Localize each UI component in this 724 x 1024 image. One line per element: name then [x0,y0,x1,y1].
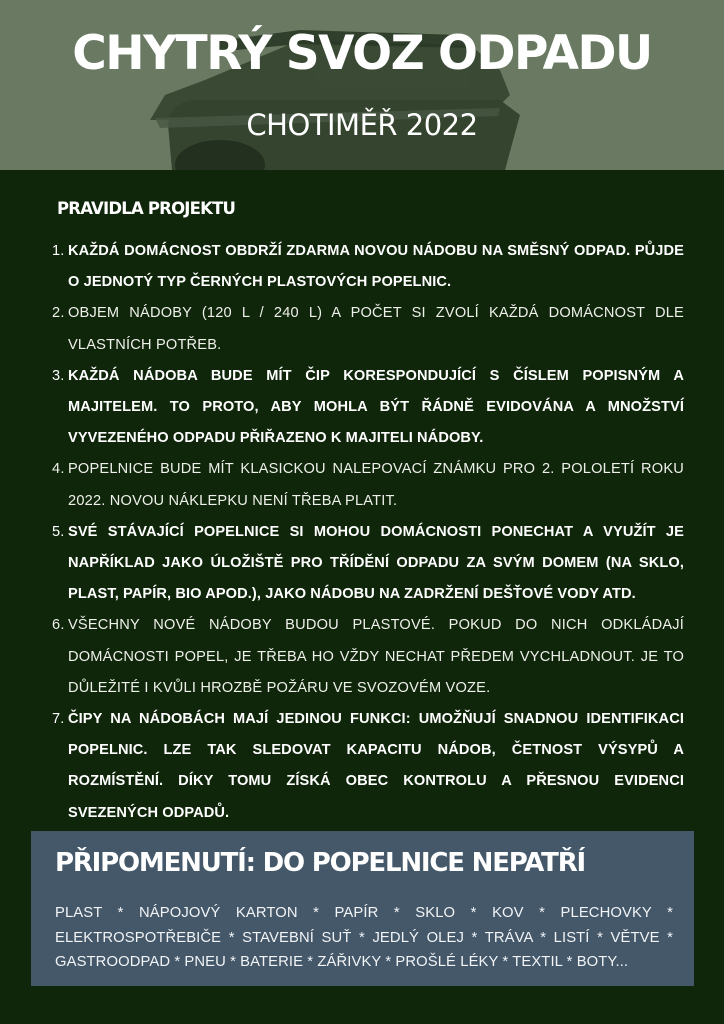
rule-item [52,704,684,829]
rule-item [52,610,684,704]
rule-item [52,298,684,360]
rule-item [52,454,684,516]
rule-text: VŠECHNY NOVÉ NÁDOBY BUDOU PLASTOVÉ. POKUD DO NICH ODKLÁDAJÍ DOMÁCNOSTI POPEL, JE TŘEBA HO VŽDY NECHAT PŘEDEM VYCHLADNOUT. JE TO DŮLEŽITÉ I KVŮLI HROZBĚ POŽÁRU VE SVOZOVÉM VOZE. [68,617,684,696]
page-subtitle: CHOTIMĚŘ 2022 [246,108,478,142]
rule-item [52,361,684,455]
header-banner [0,0,724,170]
page-title: CHYTRÝ SVOZ ODPADU [72,26,652,81]
rule-text: KAŽDÁ DOMÁCNOST OBDRŽÍ ZDARMA NOVOU NÁDOBU NA SMĚSNÝ ODPAD. PŮJDE O JEDNOTÝ TYP ČERNÝCH PLASTOVÝCH POPELNIC. [68,243,684,291]
rules-heading: PRAVIDLA PROJEKTU [57,199,236,218]
rule-number: 7. [52,711,65,728]
rule-text: POPELNICE BUDE MÍT KLASICKOU NALEPOVACÍ ZNÁMKU PRO 2. POLOLETÍ ROKU 2022. NOVOU NÁKLEPKU NENÍ TŘEBA PLATIT. [68,461,684,509]
rule-item [52,517,684,611]
rule-text: SVÉ STÁVAJÍCÍ POPELNICE SI MOHOU DOMÁCNOSTI PONECHAT A VYUŽÍT JE NAPŘÍKLAD JAKO ÚLOŽIŠTĚ PRO TŘÍDĚNÍ ODPADU ZA SVÝM DOMEM (NA SKLO, PLAST, PAPÍR, BIO APOD.), JAKO NÁDOBU NA ZADRŽENÍ DEŠŤOVÉ VODY ATD. [68,523,684,603]
rule-number: 3. [52,367,65,384]
rule-number: 6. [52,617,65,634]
rule-number: 5. [52,523,65,540]
rule-item [52,236,684,298]
rule-text: ČIPY NA NÁDOBÁCH MAJÍ JEDINOU FUNKCI: UMOŽŇUJÍ SNADNOU IDENTIFIKACI POPELNIC. LZE TAK SLEDOVAT KAPACITU NÁDOB, ČETNOST VÝSYPŮ A ROZMÍSTĚNÍ. DÍKY TOMU ZÍSKÁ OBEC KONTROLU A PŘESNOU EVIDENCI SVEZENÝCH ODPADŮ. [68,711,684,821]
rules-list [52,236,684,829]
reminder-list-text: PLAST * NÁPOJOVÝ KARTON * PAPÍR * SKLO * KOV * PLECHOVKY * ELEKTROSPOTŘEBIČE * STAVEBNÍ SUŤ * JEDLÝ OLEJ * TRÁVA * LISTÍ * VĚTVE * GASTROODPAD * PNEU * BATERIE * ZÁŘIVKY * PROŠLÉ LÉKY * TEXTIL * BOTY... [55,905,673,971]
rule-number: 2. [52,305,65,322]
rule-number: 1. [52,243,65,259]
reminder-heading: PŘIPOMENUTÍ: DO POPELNICE NEPATŘÍ [55,848,586,878]
reminder-box [31,831,694,986]
rule-number: 4. [52,461,65,478]
rule-text: OBJEM NÁDOBY (120 L / 240 L) A POČET SI ZVOLÍ KAŽDÁ DOMÁCNOST DLE VLASTNÍCH POTŘEB. [68,305,684,353]
rule-text: KAŽDÁ NÁDOBA BUDE MÍT ČIP KORESPONDUJÍCÍ S ČÍSLEM POPISNÝM A MAJITELEM. TO PROTO, ABY MOHLA BÝT ŘÁDNĚ EVIDOVÁNA A MNOŽSTVÍ VYVEZENÉHO ODPADU PŘIŘAZENO K MAJITELI NÁDOBY. [68,367,684,447]
